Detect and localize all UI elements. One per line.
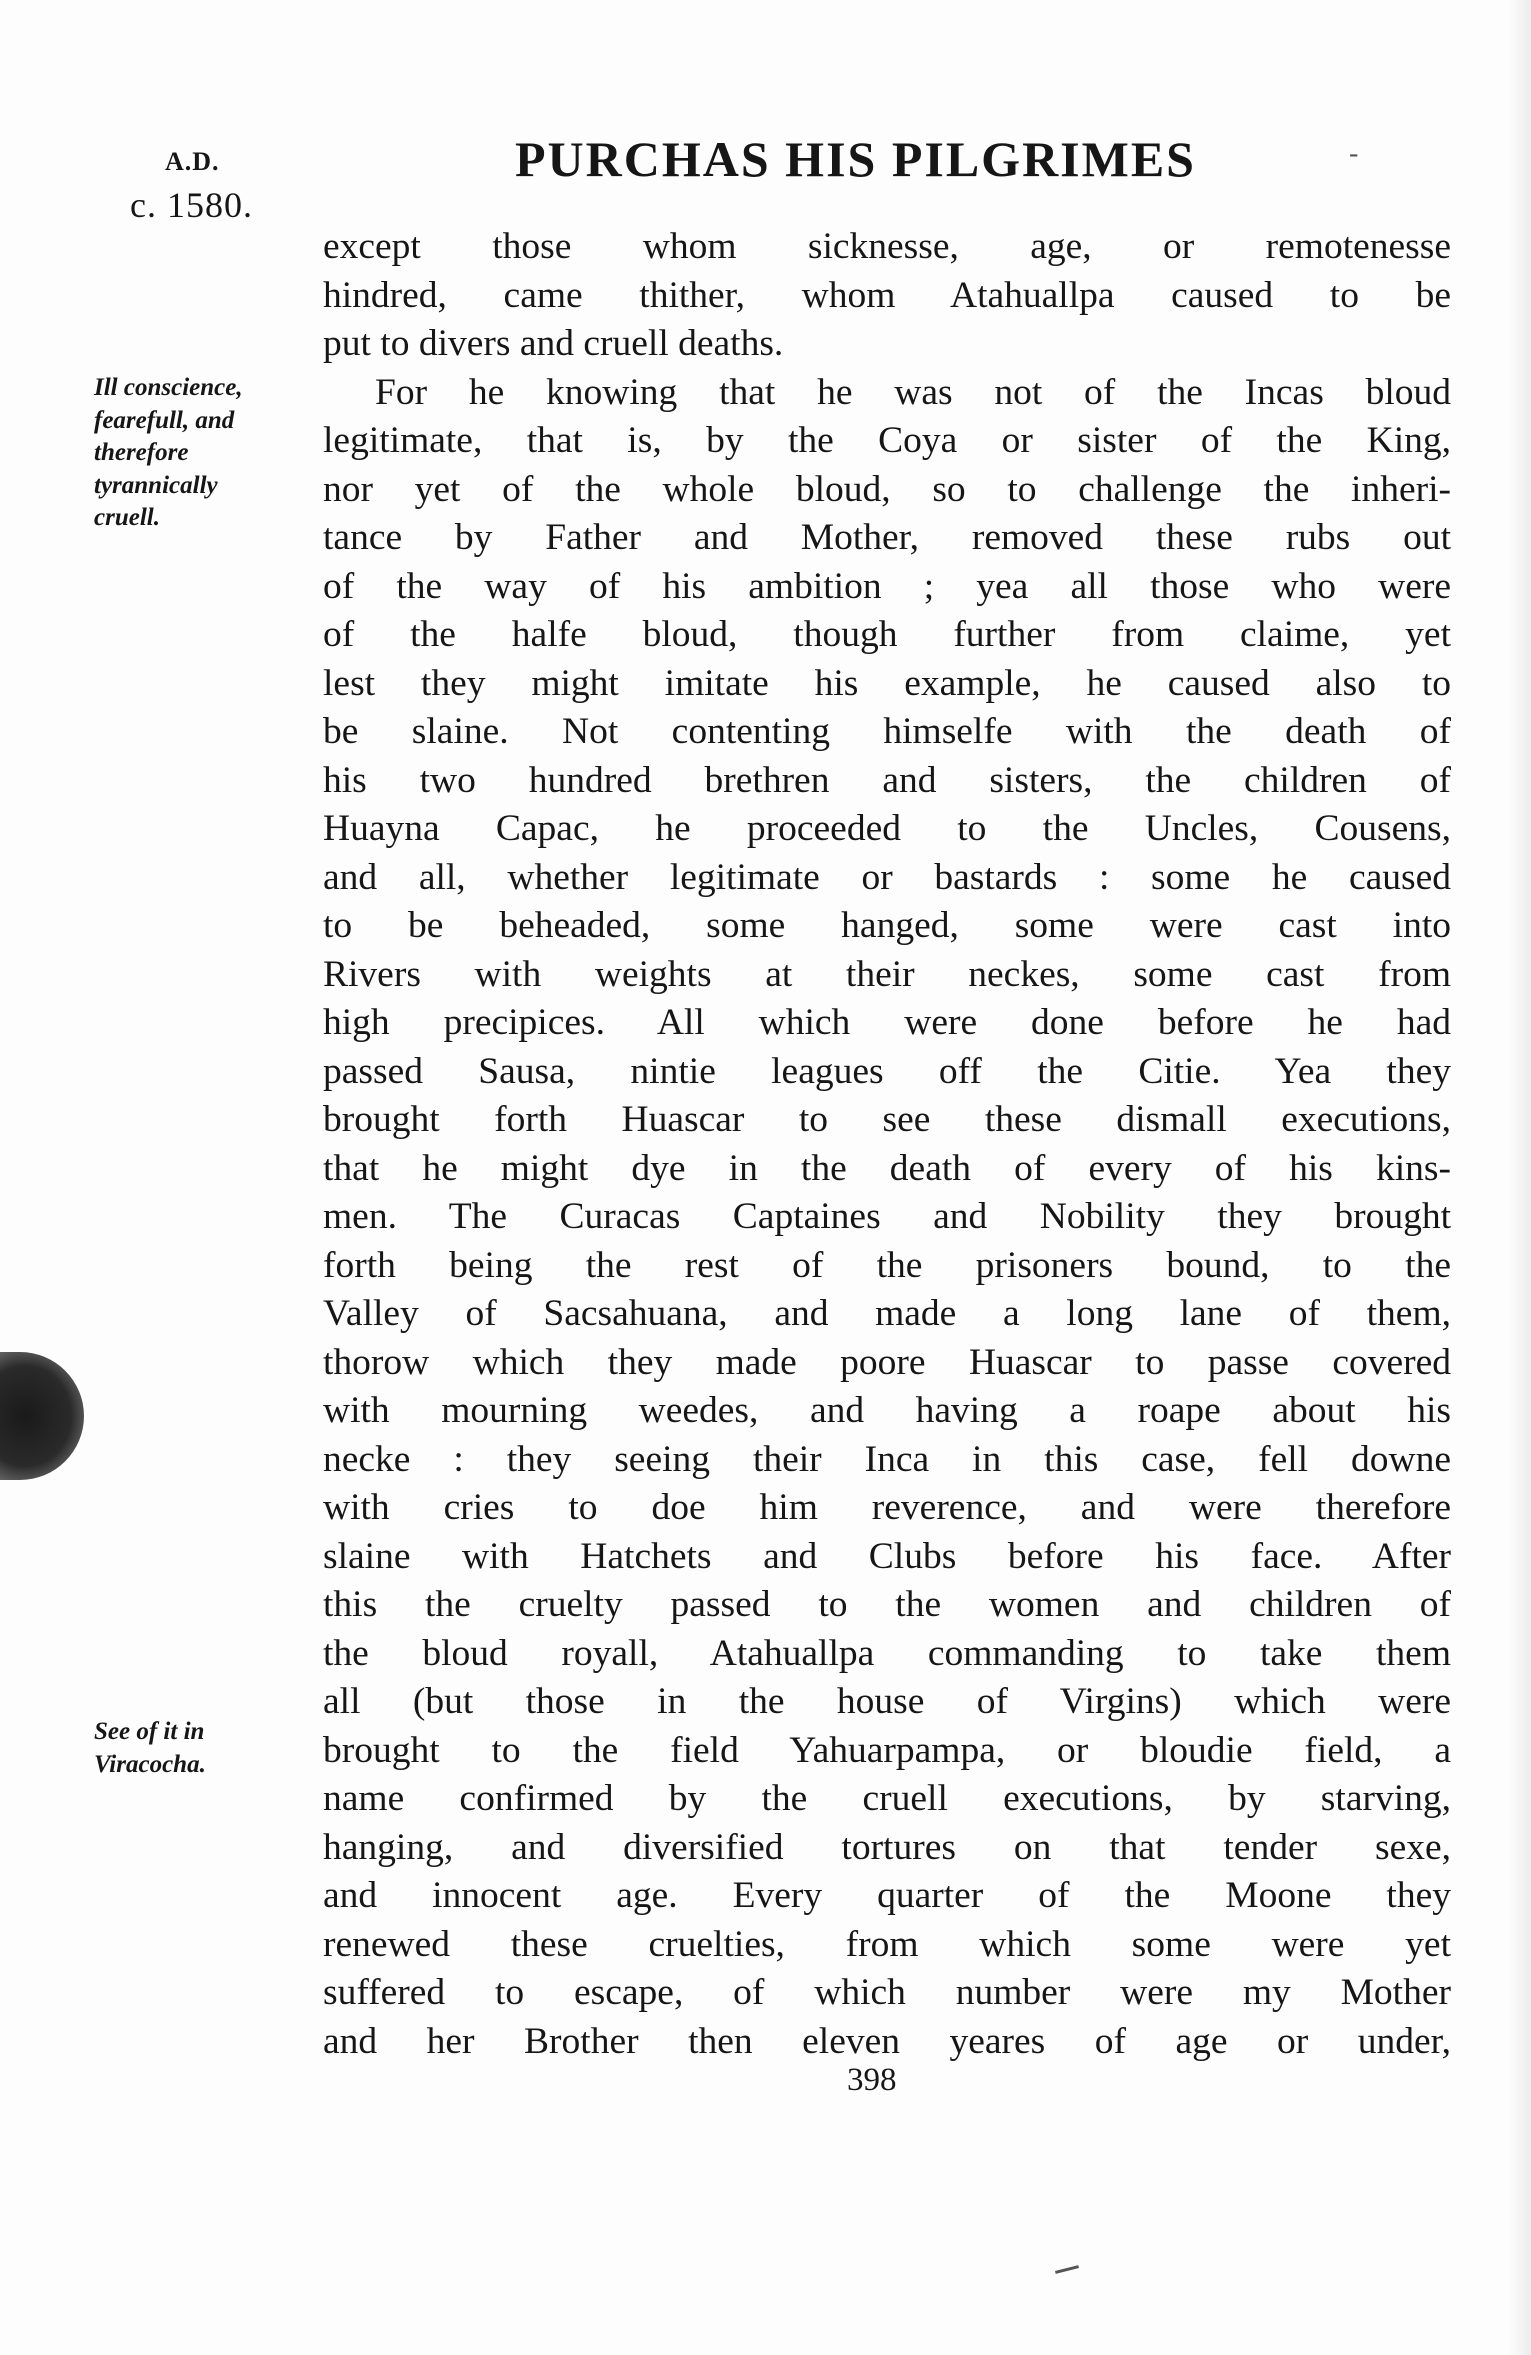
text-line: except those whom sicknesse, age, or remotenesse	[323, 226, 1451, 267]
text-line: high precipices. All which were done before he had	[323, 1002, 1451, 1043]
text-line: hanging, and diversified tortures on that tender sexe,	[323, 1826, 1451, 1868]
header-ornament: -	[1349, 138, 1359, 169]
text-line: suffered to escape, of which number were my Mother	[323, 1972, 1451, 2013]
text-line: Rivers with weights at their neckes, some cast from	[323, 953, 1451, 995]
scanner-thumb	[0, 1352, 84, 1480]
text-line: and innocent age. Every quarter of the Moone they	[323, 1875, 1451, 1916]
text-line: passed Sausa, nintie leagues off the Citie. Yea they	[323, 1050, 1451, 1092]
text-line: Valley of Sacsahuana, and made a long lane of them,	[323, 1293, 1451, 1334]
text-line: be slaine. Not contenting himselfe with the death of	[323, 711, 1451, 752]
text-line: brought forth Huascar to see these dismall executions,	[323, 1099, 1451, 1140]
text-line: to be beheaded, some hanged, some were cast into	[323, 905, 1451, 946]
margin-note-line: See of it in	[94, 1718, 205, 1745]
text-line: this the cruelty passed to the women and children of	[323, 1584, 1451, 1625]
text-line: tance by Father and Mother, removed these rubs out	[323, 517, 1451, 558]
text-line: with cries to doe him reverence, and were therefore	[323, 1487, 1451, 1528]
text-line: of the way of his ambition ; yea all those who were	[323, 565, 1451, 607]
text-line: nor yet of the whole bloud, so to challenge the inheri-	[323, 468, 1451, 510]
text-line: and all, whether legitimate or bastards : some he caused	[323, 856, 1451, 898]
text-line: renewed these cruelties, from which some were yet	[323, 1923, 1451, 1965]
text-line: his two hundred brethren and sisters, the children of	[323, 759, 1451, 801]
text-line: forth being the rest of the prisoners bound, to the	[323, 1244, 1451, 1286]
text-line: Huayna Capac, he proceeded to the Uncles, Cousens,	[323, 808, 1451, 849]
text-line: hindred, came thither, whom Atahuallpa caused to be	[323, 274, 1451, 316]
text-line: slaine with Hatchets and Clubs before his face. After	[323, 1535, 1451, 1577]
margin-date-year: c. 1580.	[130, 185, 253, 225]
body-text	[323, 223, 1451, 2066]
scan-speck	[1055, 2265, 1079, 2274]
text-line: all (but those in the house of Virgins) which were	[323, 1681, 1451, 1722]
margin-note-line: fearefull, and	[94, 406, 235, 434]
text-line: of the halfe bloud, though further from claime, yet	[323, 614, 1451, 655]
text-line: thorow which they made poore Huascar to passe covered	[323, 1341, 1451, 1383]
text-line: and her Brother then eleven yeares of age or under,	[323, 2020, 1451, 2062]
text-line: men. The Curacas Captaines and Nobility they brought	[323, 1196, 1451, 1237]
margin-note-viracocha	[94, 1716, 294, 1781]
text-line: put to divers and cruell deaths.	[323, 323, 784, 364]
margin-note-line: tyrannically	[94, 471, 218, 499]
page-edge-shadow	[1505, 0, 1531, 2355]
text-line: lest they might imitate his example, he caused also to	[323, 662, 1451, 704]
margin-note-conscience	[94, 372, 294, 535]
margin-note-line: cruell.	[94, 504, 160, 531]
text-line: name confirmed by the cruell executions, by starving,	[323, 1778, 1451, 1819]
text-line: necke : they seeing their Inca in this case, fell downe	[323, 1438, 1451, 1480]
text-line: For he knowing that he was not of the Incas bloud	[375, 371, 1451, 413]
text-line: with mourning weedes, and having a roape about his	[323, 1390, 1451, 1431]
margin-note-line: Viracocha.	[94, 1750, 206, 1778]
margin-date-ad: A.D.	[165, 147, 220, 176]
text-line: legitimate, that is, by the Coya or sister of the King,	[323, 420, 1451, 461]
text-line: the bloud royall, Atahuallpa commanding to take them	[323, 1632, 1451, 1674]
page-number: 398	[847, 2062, 897, 2098]
text-line: that he might dye in the death of every of his kins-	[323, 1147, 1451, 1189]
margin-note-line: Ill conscience,	[94, 374, 243, 401]
text-line: brought to the field Yahuarpampa, or bloudie field, a	[323, 1729, 1451, 1771]
margin-note-line: therefore	[94, 439, 189, 466]
running-title: PURCHAS HIS PILGRIMES	[515, 131, 1196, 187]
